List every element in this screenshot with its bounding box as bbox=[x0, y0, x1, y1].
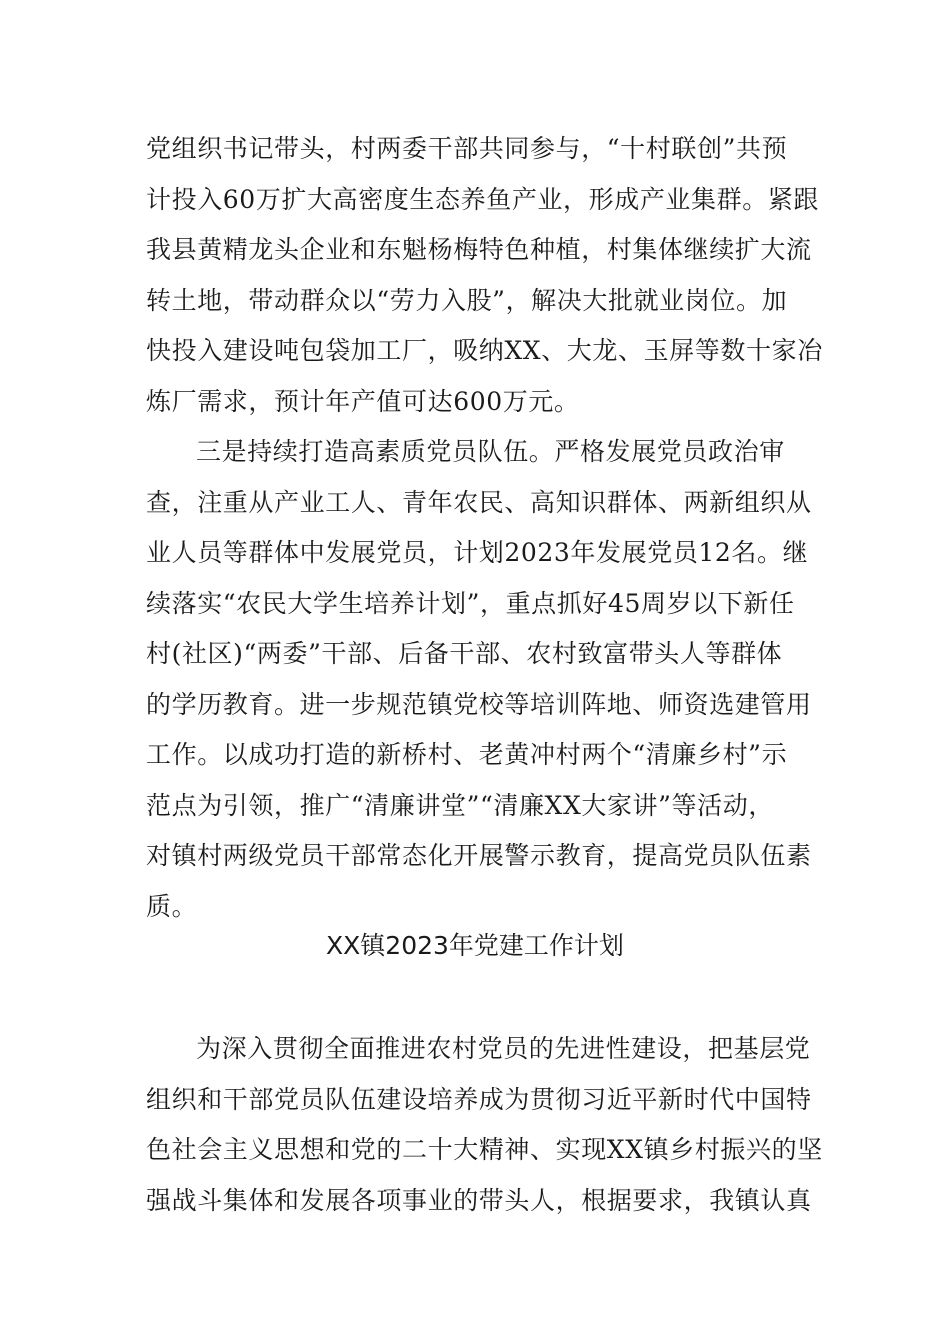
text-line: 炼厂需求，预计年产值可达600万元。 bbox=[146, 386, 580, 416]
text-line: 三是持续打造高素质党员队伍。严格发展党员政治审 bbox=[196, 437, 785, 466]
text-line: 的学历教育。进一步规范镇党校等培训阵地、师资选建管用 bbox=[146, 689, 812, 719]
text-line: 转土地，带动群众以“劳力入股”，解决大批就业岗位。加 bbox=[146, 285, 788, 315]
document-title: XX镇2023年党建工作计划 bbox=[326, 931, 624, 960]
text-line: 对镇村两级党员干部常态化开展警示教育，提高党员队伍素 bbox=[146, 841, 812, 870]
text-line: 强战斗集体和发展各项事业的带头人，根据要求，我镇认真 bbox=[146, 1185, 812, 1215]
paragraph-industry bbox=[146, 124, 823, 427]
text-line: 范点为引领，推广“清廉讲堂”“清廉XX大家讲”等活动， bbox=[146, 790, 774, 820]
text-line: 组织和干部党员队伍建设培养成为贯彻习近平新时代中国特 bbox=[146, 1084, 812, 1114]
text-line: 村(社区)“两委”干部、后备干部、农村致富带头人等群体 bbox=[146, 639, 783, 668]
paragraph-introduction bbox=[146, 1024, 823, 1226]
text-line: 党组织书记带头，村两委干部共同参与，“十村联创”共预 bbox=[146, 134, 788, 163]
text-line: 快投入建设吨包袋加工厂，吸纳XX、大龙、玉屏等数十家冶 bbox=[146, 336, 823, 365]
text-line: 计投入60万扩大高密度生态养鱼产业，形成产业集群。紧跟 bbox=[146, 184, 820, 214]
text-line: 为深入贯彻全面推进农村党员的先进性建设，把基层党 bbox=[196, 1034, 811, 1063]
text-line: 续落实“农民大学生培养计划”，重点抓好45周岁以下新任 bbox=[146, 588, 795, 618]
paragraph-party-members bbox=[146, 427, 812, 932]
text-line: 查，注重从产业工人、青年农民、高知识群体、两新组织从 bbox=[146, 487, 812, 517]
text-line: 质。 bbox=[146, 891, 198, 921]
text-line: 色社会主义思想和党的二十大精神、实现XX镇乡村振兴的坚 bbox=[146, 1135, 823, 1164]
text-line: 工作。以成功打造的新桥村、老黄冲村两个“清廉乡村”示 bbox=[146, 740, 788, 769]
text-line: 我县黄精龙头企业和东魁杨梅特色种植，村集体继续扩大流 bbox=[146, 235, 812, 264]
text-line: 业人员等群体中发展党员，计划2023年发展党员12名。继 bbox=[146, 538, 809, 567]
